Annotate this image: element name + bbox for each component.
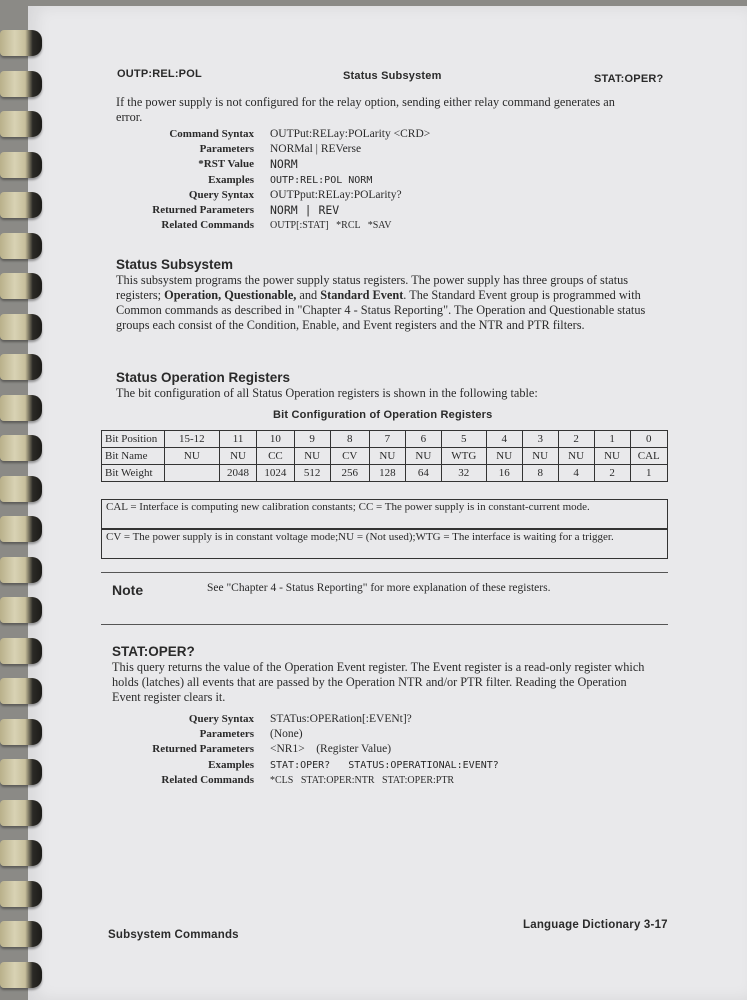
binding-ring <box>0 30 42 56</box>
note-text: See "Chapter 4 - Status Reporting" for more explanation of these registers. <box>207 582 551 594</box>
bit-weight-cell: 256 <box>330 465 369 482</box>
binding-ring <box>0 800 42 826</box>
bit-weight-cell <box>164 465 219 482</box>
detail-label: Examples <box>208 758 254 771</box>
header-center: Status Subsystem <box>343 70 442 82</box>
bit-table-title: Bit Configuration of Operation Registers <box>273 409 493 421</box>
bit-name-cell: NU <box>219 448 256 465</box>
bit-name-cell: NU <box>369 448 405 465</box>
bit-position-cell: 0 <box>630 431 667 448</box>
binding-ring <box>0 273 42 299</box>
footer-right: Language Dictionary 3-17 <box>523 919 668 931</box>
binding-ring <box>0 962 42 988</box>
spiral-binding <box>0 0 44 1000</box>
detail-label: Parameters <box>199 728 254 741</box>
binding-ring <box>0 638 42 664</box>
bit-position-cell: 2 <box>558 431 594 448</box>
status-subsystem-text: This subsystem programs the power supply status registers. The power supply has three groups of status registers; Operation, Questionable, and Standard Event. The Standard Event group is programmed with Common commands as described in "Chapter 4 - Status Reporting". The Operation and Questionable status groups each consist of the Condition, Enable, and Event registers and the NTR and PTR filters. <box>116 273 646 332</box>
detail-label: Related Commands <box>161 773 254 786</box>
bit-name-cell: NU <box>594 448 630 465</box>
status-operation-title: Status Operation Registers <box>116 370 291 385</box>
footer-left: Subsystem Commands <box>108 929 239 941</box>
bit-weight-cell: 1024 <box>257 465 294 482</box>
detail-label: Query Syntax <box>188 188 254 201</box>
bit-name-cell: CV <box>330 448 369 465</box>
binding-ring <box>0 152 42 178</box>
binding-ring <box>0 921 42 947</box>
bit-name-cell: NU <box>294 448 330 465</box>
bit-weight-cell: 64 <box>405 465 441 482</box>
binding-ring <box>0 192 42 218</box>
bit-name-cell: CC <box>257 448 294 465</box>
detail-label: Related Commands <box>161 219 254 232</box>
row-label: Bit Position <box>102 431 165 448</box>
bit-name-cell: WTG <box>441 448 486 465</box>
detail-label: Returned Parameters <box>152 204 254 216</box>
detail-value: NORM <box>270 157 298 172</box>
note-rule-top <box>101 572 668 573</box>
bit-position-row <box>102 431 668 448</box>
bit-weight-cell: 8 <box>522 465 558 482</box>
detail-value: NORM | REV <box>270 203 340 217</box>
detail-value: OUTP[:STAT] *RCL *SAV <box>270 220 392 232</box>
bit-configuration-table <box>101 430 668 482</box>
binding-ring <box>0 476 42 502</box>
detail-value: STAT:OPER? STATUS:OPERATIONAL:EVENT? <box>270 759 499 771</box>
bit-weight-cell: 2 <box>594 465 630 482</box>
binding-ring <box>0 840 42 866</box>
row-label: Bit Weight <box>102 465 165 482</box>
bit-name-row <box>102 448 668 465</box>
note-label: Note <box>112 582 144 598</box>
note-rule-bottom <box>101 624 668 625</box>
bit-name-cell: CAL <box>630 448 667 465</box>
detail-value: STATus:OPERation[:EVENt]? <box>270 713 412 725</box>
stat-oper-text: This query returns the value of the Operation Event register. The Event register is a read-only register which holds (latches) all events that are passed by the Operation NTR and/or PTR filter. Reading the Operation Event register clears it. <box>112 660 645 704</box>
header-left: OUTP:REL:POL <box>117 68 202 80</box>
bit-position-cell: 15-12 <box>164 431 219 448</box>
bit-position-cell: 10 <box>257 431 294 448</box>
binding-ring <box>0 881 42 907</box>
detail-label: *RST Value <box>198 158 254 171</box>
status-subsystem-title: Status Subsystem <box>116 257 234 272</box>
bit-position-cell: 3 <box>522 431 558 448</box>
detail-label: Query Syntax <box>188 713 254 725</box>
detail-value: NORMal | REVerse <box>270 143 362 156</box>
bit-weight-cell: 2048 <box>219 465 256 482</box>
detail-label: Examples <box>208 173 254 186</box>
bit-weight-cell: 128 <box>369 465 405 482</box>
bit-position-cell: 7 <box>369 431 405 448</box>
binding-ring <box>0 395 42 421</box>
relay-intro: If the power supply is not configured for the relay option, sending either relay command generates an error. <box>116 95 615 124</box>
header-right: STAT:OPER? <box>594 73 664 85</box>
bit-weight-cell: 512 <box>294 465 330 482</box>
bit-position-cell: 5 <box>441 431 486 448</box>
bit-position-cell: 4 <box>486 431 522 448</box>
stat-oper-title: STAT:OPER? <box>112 644 195 659</box>
bit-name-cell: NU <box>164 448 219 465</box>
bit-table-footnote-2: CV = The power supply is in constant voltage mode;NU = (Not used);WTG = The interface is waiting for a trigger. <box>101 529 668 559</box>
binding-ring <box>0 759 42 785</box>
bit-name-cell: NU <box>558 448 594 465</box>
bit-weight-row <box>102 465 668 482</box>
binding-ring <box>0 71 42 97</box>
status-operation-text: The bit configuration of all Status Operation registers is shown in the following table: <box>116 386 538 400</box>
bit-weight-cell: 32 <box>441 465 486 482</box>
detail-label: Parameters <box>199 143 254 156</box>
detail-value: <NR1> (Register Value) <box>270 743 392 756</box>
detail-value: OUTPut:RELay:POLarity <CRD> <box>270 128 431 140</box>
binding-ring <box>0 516 42 542</box>
bit-table-footnote-1: CAL = Interface is computing new calibration constants; CC = The power supply is in constant-current mode. <box>101 499 668 529</box>
bit-name-cell: NU <box>522 448 558 465</box>
row-label: Bit Name <box>102 448 165 465</box>
detail-value: OUTPput:RELay:POLarity? <box>270 188 402 201</box>
bit-weight-cell: 4 <box>558 465 594 482</box>
detail-value: *CLS STAT:OPER:NTR STAT:OPER:PTR <box>270 774 455 786</box>
binding-ring <box>0 678 42 704</box>
detail-label: Command Syntax <box>169 128 254 140</box>
binding-ring <box>0 314 42 340</box>
detail-value: (None) <box>270 728 303 741</box>
bit-weight-cell: 1 <box>630 465 667 482</box>
detail-value: OUTP:REL:POL NORM <box>270 174 373 186</box>
bit-position-cell: 8 <box>330 431 369 448</box>
binding-ring <box>0 435 42 461</box>
bit-position-cell: 11 <box>219 431 256 448</box>
binding-ring <box>0 557 42 583</box>
binding-ring <box>0 354 42 380</box>
binding-ring <box>0 111 42 137</box>
bit-weight-cell: 16 <box>486 465 522 482</box>
bit-name-cell: NU <box>405 448 441 465</box>
detail-label: Returned Parameters <box>152 743 254 756</box>
bit-position-cell: 9 <box>294 431 330 448</box>
binding-ring <box>0 233 42 259</box>
bit-name-cell: NU <box>486 448 522 465</box>
bit-position-cell: 1 <box>594 431 630 448</box>
binding-ring <box>0 719 42 745</box>
binding-ring <box>0 597 42 623</box>
bit-position-cell: 6 <box>405 431 441 448</box>
